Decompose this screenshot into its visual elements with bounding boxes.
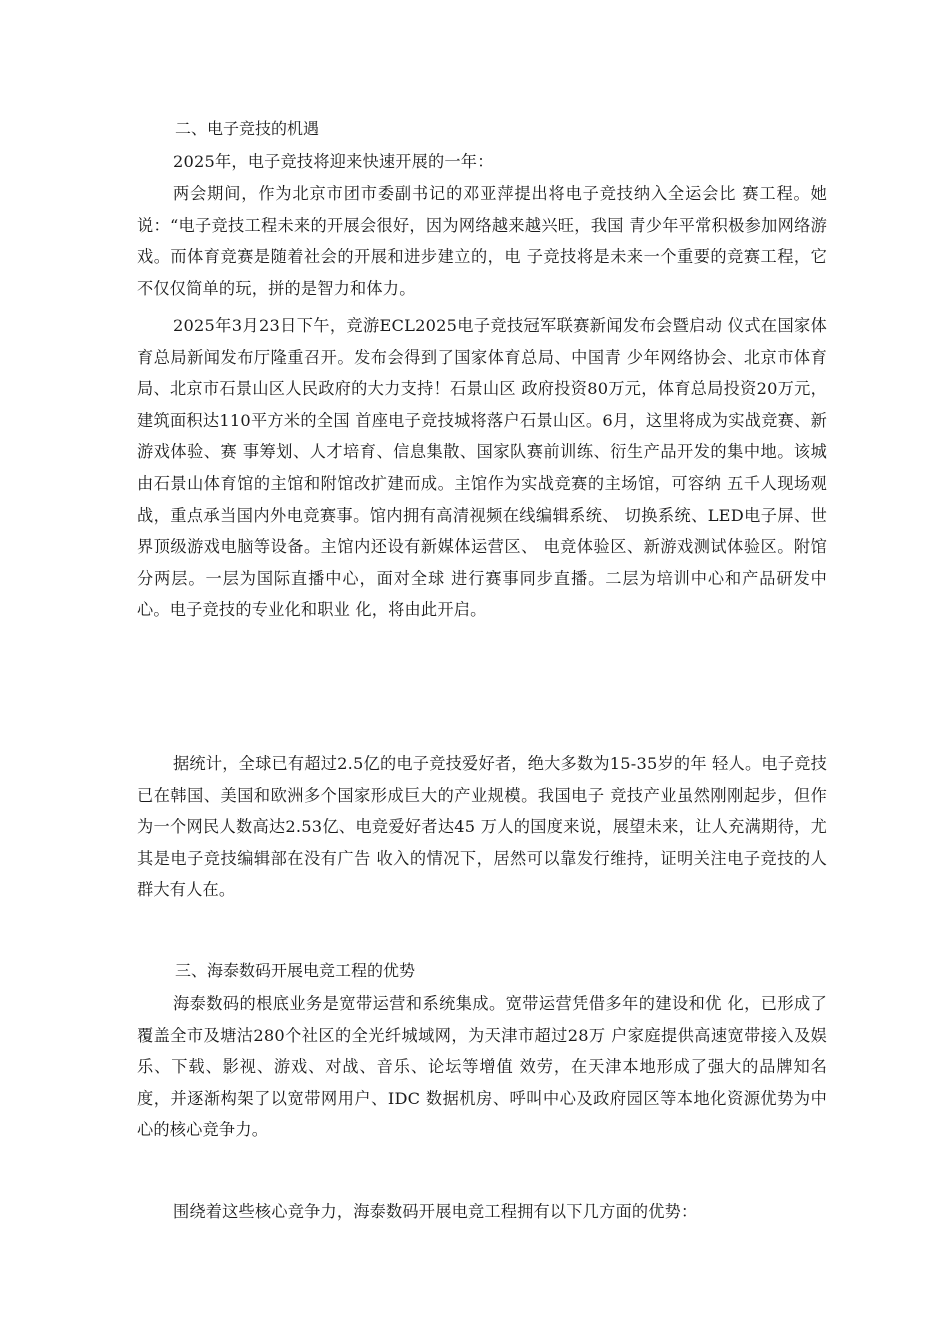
section-3-paragraph-2: 围绕着这些核心竞争力，海泰数码开展电竞工程拥有以下几方面的优势：: [173, 1202, 698, 1221]
section-2-paragraph-1: 2025年，电子竞技将迎来快速开展的一年：: [173, 152, 494, 171]
section-2-heading: 二、电子竞技的机遇: [175, 119, 320, 138]
section-2-paragraph-3: 2025年3月23日下午，竞游ECL2025电子竞技冠军联赛新闻发布会暨启动 仪式在国家体育总局新闻发布厅隆重召开。发布会得到了国家体育总局、中国青 少年网络协会、北京市体育局、北京市石景山区人民政府的大力支持！石景山区 政府投资80万元，体育总局投资20万元，建筑面积达110平方米的全国 首座电子竞技城将落户石景山区。6月，这里将成为实战竞赛、新游戏体验、赛 事筹划、人才培育、信息集散、国家队赛前训练、衍生产品开发的集中地。该城 由石景山体育馆的主馆和附馆改扩建而成。主馆作为实战竞赛的主场馆，可容纳 五千人现场观战，重点承当国内外电竞赛事。馆内拥有高清视频在线编辑系统、 切换系统、LED电子屏、世界顶级游戏电脑等设备。主馆内还设有新媒体运营区、 电竞体验区、新游戏测试体验区。附馆分两层。一层为国际直播中心，面对全球 进行赛事同步直播。二层为培训中心和产品研发中心。电子竞技的专业化和职业 化，将由此开启。: [137, 316, 827, 620]
section-3-paragraph-1: 海泰数码的根底业务是宽带运营和系统集成。宽带运营凭借多年的建设和优 化，已形成了覆盖全市及塘沽280个社区的全光纤城域网，为天津市超过28万 户家庭提供高速宽带接入及娱乐、下载、影视、游戏、对战、音乐、论坛等增值 效劳，在天津本地形成了强大的品牌知名度，并逐渐构架了以宽带网用户、IDC 数据机房、呼叫中心及政府园区等本地化资源优势为中心的核心竞争力。: [137, 994, 827, 1140]
section-2-paragraph-2: 两会期间，作为北京市团市委副书记的邓亚萍提出将电子竞技纳入全运会比 赛工程。她说：“电子竞技工程未来的开展会很好，因为网络越来越兴旺，我国 青少年平常积极参加网络游戏。而体育竞赛是随着社会的开展和进步建立的，电 子竞技将是未来一个重要的竞赛工程，它不仅仅简单的玩，拼的是智力和体力。: [137, 184, 827, 298]
section-3-heading: 三、海泰数码开展电竞工程的优势: [175, 961, 416, 980]
section-2-paragraph-4: 据统计，全球已有超过2.5亿的电子竞技爱好者，绝大多数为15-35岁的年 轻人。电子竞技已在韩国、美国和欧洲多个国家形成巨大的产业规模。我国电子 竞技产业虽然刚刚起步，但作为一个网民人数高达2.53亿、电竞爱好者达45 万人的国度来说，展望未来，让人充满期待，尤其是电子竞技编辑部在没有广告 收入的情况下，居然可以靠发行维持，证明关注电子竞技的人群大有人在。: [137, 754, 827, 900]
